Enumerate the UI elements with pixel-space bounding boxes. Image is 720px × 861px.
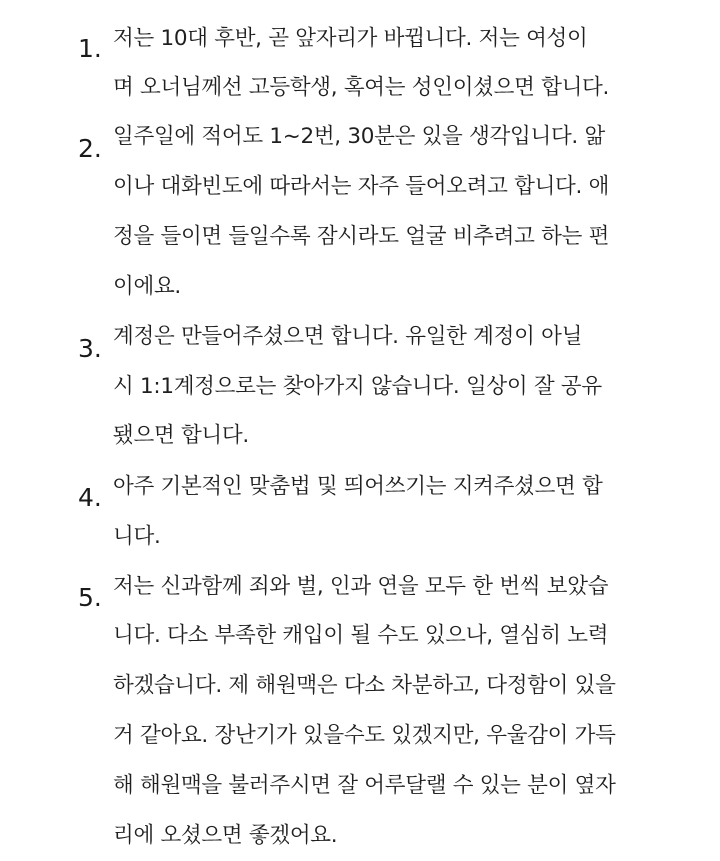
item-text-line: 됐으면 합니다. — [113, 423, 249, 448]
item-number: 4. — [78, 483, 102, 512]
item-text-line: 정을 들이면 들일수록 잠시라도 얼굴 비추려고 하는 편 — [113, 224, 610, 249]
item-text-line: 계정은 만들어주셨으면 합니다. 유일한 계정이 아닐 — [113, 324, 583, 349]
item-text-line: 니다. — [113, 524, 161, 549]
item-text-line: 이에요. — [113, 274, 181, 299]
item-number: 2. — [78, 134, 102, 163]
item-text-line: 며 오너님께선 고등학생, 혹여는 성인이셨으면 합니다. — [113, 75, 610, 100]
item-text-line: 저는 신과함께 죄와 벌, 인과 연을 모두 한 번씩 보았습 — [113, 574, 609, 599]
item-text-line: 아주 기본적인 맞춤법 및 띄어쓰기는 지켜주셨으면 합 — [113, 474, 603, 499]
item-text-line: 하겠습니다. 제 해원맥은 다소 차분하고, 다정함이 있을 — [113, 673, 616, 698]
item-text-line: 니다. 다소 부족한 캐입이 될 수도 있으나, 열심히 노력 — [113, 623, 609, 648]
item-text-line: 해 해원맥을 불러주시면 잘 어루달랠 수 있는 분이 옆자 — [113, 773, 616, 798]
item-number: 5. — [78, 583, 102, 612]
item-text-line: 시 1:1계정으로는 찾아가지 않습니다. 일상이 잘 공유 — [113, 374, 602, 399]
item-text-line: 이나 대화빈도에 따라서는 자주 들어오려고 합니다. 애 — [113, 174, 610, 199]
item-text-line: 일주일에 적어도 1~2번, 30분은 있을 생각입니다. 앎 — [113, 124, 605, 149]
item-number: 1. — [78, 34, 102, 63]
item-text-line: 거 같아요. 장난기가 있을수도 있겠지만, 우울감이 가득 — [113, 723, 616, 748]
item-text-line: 리에 오셨으면 좋겠어요. — [113, 823, 338, 848]
item-number: 3. — [78, 334, 102, 363]
item-text-line: 저는 10대 후반, 곧 앞자리가 바뀝니다. 저는 여성이 — [113, 26, 588, 51]
